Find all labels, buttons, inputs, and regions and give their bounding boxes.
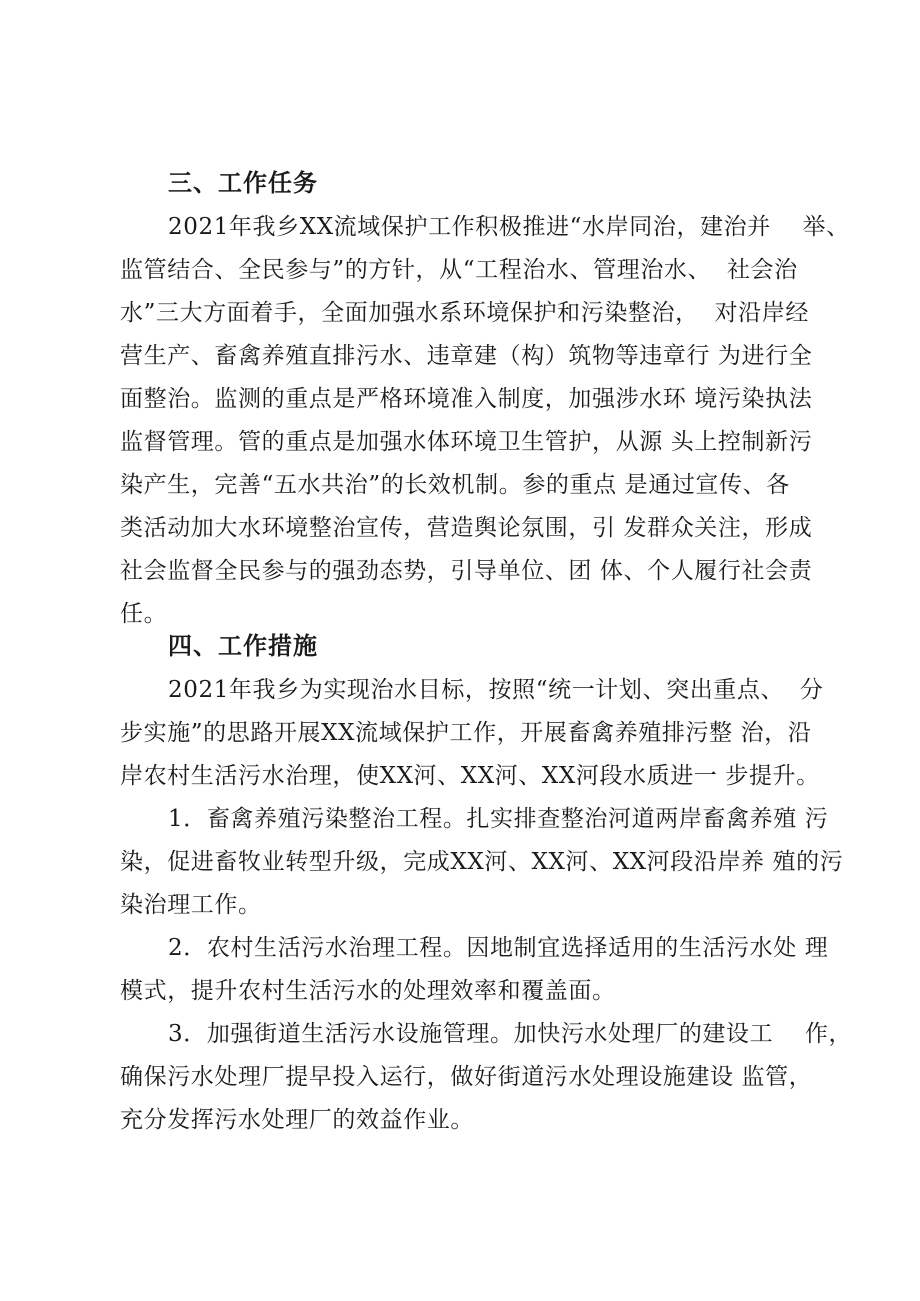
list-item-line: 染，促进畜牧业转型升级，完成XX河、XX河、XX河段沿岸养 殖的污 xyxy=(120,849,844,875)
paragraph-line: 社会监督全民参与的强劲态势，引导单位、团 体、个人履行社会责 xyxy=(120,558,813,584)
list-item-line: 模式，提升农村生活污水的处理效率和覆盖面。 xyxy=(120,978,616,1004)
paragraph-line: 监管结合、全民参与”的方针，从“工程治水、管理治水、 社会治 xyxy=(120,257,798,283)
paragraph-line: 面整治。监测的重点是严格环境准入制度，加强涉水环 境污染执法 xyxy=(120,386,813,412)
list-item-line: 充分发挥污水处理厂的效益作业。 xyxy=(120,1107,474,1133)
paragraph-line: 监督管理。管的重点是加强水体环境卫生管护，从源 头上控制新污 xyxy=(120,429,813,455)
paragraph-line: 2021年我乡XX流域保护工作积极推进“水岸同治，建治并 举、 xyxy=(168,214,850,240)
paragraph-line: 营生产、畜禽养殖直排污水、违章建（构）筑物等违章行 为进行全 xyxy=(120,343,813,369)
list-item-line: 染治理工作。 xyxy=(120,892,262,918)
paragraph-line: 水”三大方面着手，全面加强水系环境保护和污染整治， 对沿岸经 xyxy=(120,300,809,326)
paragraph-line: 任。 xyxy=(120,601,168,627)
list-item-line: 确保污水处理厂提早投入运行，做好街道污水处理设施建设 监管， xyxy=(120,1064,813,1090)
paragraph-line: 岸农村生活污水治理，使XX河、XX河、XX河段水质进一 步提升。 xyxy=(120,763,820,789)
paragraph-line: 类活动加大水环境整治宣传，营造舆论氛围，引 发群众关注，形成 xyxy=(120,515,813,541)
paragraph-line: 染产生，完善“五水共治”的长效机制。参的重点 是通过宣传、各 xyxy=(120,472,790,498)
list-item-line: 2．农村生活污水治理工程。因地制宜选择适用的生活污水处 理 xyxy=(168,935,829,961)
section-heading-measures: 四、工作措施 xyxy=(168,632,318,660)
paragraph-line: 2021年我乡为实现治水目标，按照“统一计划、突出重点、 分 xyxy=(168,677,824,703)
paragraph-line: 步实施”的思路开展XX流域保护工作，开展畜禽养殖排污整 治，沿 xyxy=(120,720,812,746)
list-item-line: 3．加强街道生活污水设施管理。加快污水处理厂的建设工 作， xyxy=(168,1021,853,1047)
section-heading-tasks: 三、工作任务 xyxy=(168,169,318,197)
list-item-line: 1．畜禽养殖污染整治工程。扎实排查整治河道两岸畜禽养殖 污 xyxy=(168,806,829,832)
